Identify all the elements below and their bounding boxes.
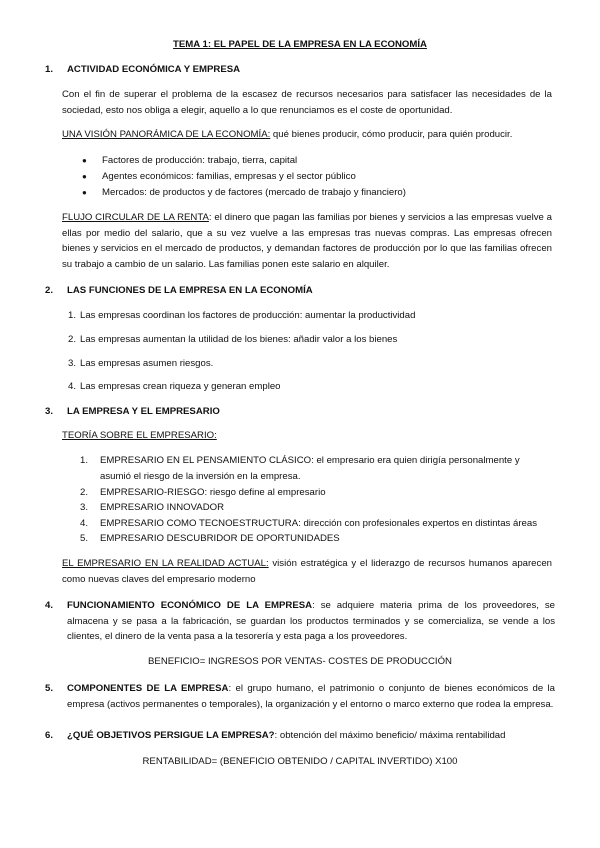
list-item: 2. Las empresas aumentan la utilidad de los bienes: añadir valor a los bienes [68, 334, 398, 345]
rentabilidad-formula: RENTABILIDAD= (BENEFICIO OBTENIDO / CAPITAL INVERTIDO) X100 [142, 756, 458, 767]
section-title: LA EMPRESA Y EL EMPRESARIO [67, 406, 220, 417]
flujo-label: FLUJO CIRCULAR DE LA RENTA [62, 212, 209, 223]
beneficio-formula: BENEFICIO= INGRESOS POR VENTAS- COSTES DE PRODUCCIÓN [148, 656, 452, 667]
bullet-icon: ● [82, 188, 87, 197]
section-4 [45, 598, 555, 645]
section-1-flujo [62, 210, 552, 272]
teoria-label: TEORÍA SOBRE EL EMPRESARIO: [62, 430, 217, 441]
section-number: 5. [45, 683, 54, 694]
section-6 [45, 728, 555, 744]
section-1-vision [62, 127, 552, 143]
section-number: 6. [45, 730, 54, 741]
section-number: 2. [45, 285, 54, 296]
section-2-heading [45, 283, 555, 299]
section-title: FUNCIONAMIENTO ECONÓMICO DE LA EMPRESA [67, 600, 313, 611]
list-item: 3. Las empresas asumen riesgos. [68, 358, 214, 369]
list-item: 4. EMPRESARIO COMO TECNOESTRUCTURA: dirección con profesionales expertos en distintas áreas [80, 518, 538, 529]
section-title: LAS FUNCIONES DE LA EMPRESA EN LA ECONOMÍA [67, 285, 313, 296]
section-1-intro: Con el fin de superar el problema de la escasez de recursos necesarios para satisfacer las necesidades de la sociedad, esto nos obliga a elegir, aquello a lo que renunciamos es el coste de oportunidad. [62, 89, 552, 116]
list-item: 5. EMPRESARIO DESCUBRIDOR DE OPORTUNIDADES [80, 533, 340, 544]
vision-label: UNA VISIÓN PANORÁMICA DE LA ECONOMÍA: [62, 129, 271, 140]
list-item: 4. Las empresas crean riqueza y generan empleo [68, 381, 281, 392]
section-title: COMPONENTES DE LA EMPRESA [67, 683, 229, 694]
list-item: 2. EMPRESARIO-RIESGO: riesgo define al empresario [80, 487, 326, 498]
section-text: : se adquiere materia prima de los proveedores, se almacena y se pasa a la fabricación, se guardan los productos terminados y se comercializa, se vende a los clientes, el dinero de la venta pasa a la tesorería y esta paga a los proveedores. [67, 600, 556, 642]
section-5 [45, 681, 555, 712]
section-text: : obtención del máximo beneficio/ máxima rentabilidad [274, 730, 506, 741]
section-number: 3. [45, 406, 54, 417]
section-number: 1. [45, 64, 54, 75]
section-3-heading [45, 404, 555, 420]
section-text: : el grupo humano, el patrimonio o conjunto de bienes económicos de la empresa (activos permanentes o temporales), la organización y el entorno o marco externo que rodea la empresa. [67, 683, 555, 710]
bullet-icon: ● [82, 156, 87, 165]
section-title: ¿QUÉ OBJETIVOS PERSIGUE LA EMPRESA? [67, 730, 275, 741]
realidad-label: EL EMPRESARIO EN LA REALIDAD ACTUAL: [62, 558, 269, 569]
list-item: ● Factores de producción: trabajo, tierra, capital [82, 153, 552, 169]
list-item: 3. EMPRESARIO INNOVADOR [80, 502, 225, 513]
section-1-heading [45, 62, 555, 78]
list-item: 1. Las empresas coordinan los factores de producción: aumentar la productividad [68, 310, 416, 321]
section-number: 4. [45, 600, 54, 611]
realidad-text: visión estratégica y el liderazgo de recursos humanos aparecen como nuevas claves del empresario moderno [62, 558, 552, 585]
vision-text: qué bienes producir, cómo producir, para quién producir. [270, 129, 513, 140]
document-title: TEMA 1: EL PAPEL DE LA EMPRESA EN LA ECONOMÍA [173, 39, 427, 50]
flujo-text: : el dinero que pagan las familias por bienes y servicios a las empresas vuelve a ellas por medio del salario, que a su vez vuelve a las empresas tras nuevas compras. Las empresas ofrecen bienes y servicios en el mercado de productos, y demandan factores de producción por lo que las familias ofrecen su trabajo a cambio de un salario. Las familias ponen este salario en alquiler. [62, 212, 552, 270]
list-item: ● Mercados: de productos y de factores (mercado de trabajo y financiero) [82, 185, 552, 201]
list-item: 1. EMPRESARIO EN EL PENSAMIENTO CLÁSICO: el empresario era quien dirigía personalmente y asumió el riesgo de la inversión en la empresa. [80, 455, 520, 482]
list-item: ● Agentes económicos: familias, empresas y el sector público [82, 169, 552, 185]
section-title: ACTIVIDAD ECONÓMICA Y EMPRESA [67, 64, 241, 75]
bullet-icon: ● [82, 172, 87, 181]
realidad-paragraph [62, 556, 552, 587]
